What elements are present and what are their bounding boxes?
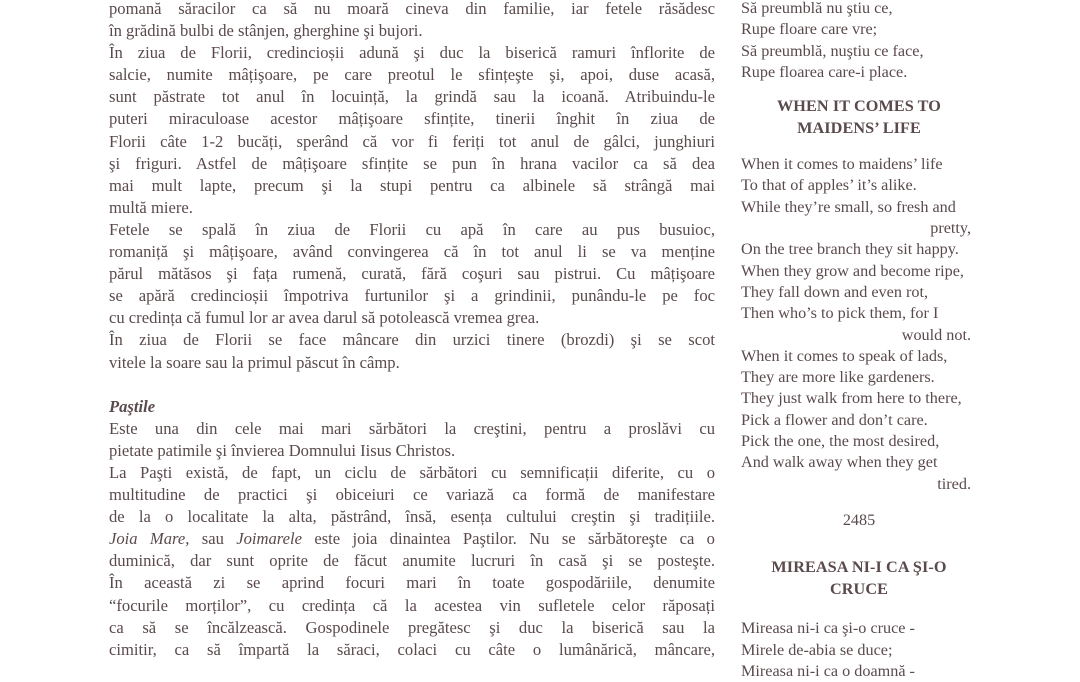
text-line: Florii câte 1-2 bucăți, sperând că vor fi feriți tot anul de gâlci, junghiuri xyxy=(109,131,715,151)
text-line: romaniță şi mâțişoare, având convingerea că în tot anul li se va menține xyxy=(109,242,715,262)
verse-line: Then who’s to pick them, for I xyxy=(741,304,939,323)
verse-line: To that of apples’ it’s alike. xyxy=(741,176,917,195)
poem-stanza-2 xyxy=(741,346,989,495)
poem-stanza-1 xyxy=(741,154,989,346)
verse-line: Mireasa ni-i ca şi-o cruce - xyxy=(741,619,915,638)
text-line: În această zi se aprind focuri mari în toate gospodăriile, denumite xyxy=(109,573,715,593)
text-line: puteri miraculoase acestor mâțişoare sfințite, tinerii înghit în ziua de xyxy=(109,109,715,129)
text-line: Fetele se spală în ziua de Florii cu apă în care au pus busuioc, xyxy=(109,219,715,239)
title-line: MAIDENS’ LIFE xyxy=(797,118,921,137)
text-line: cimitir, ca să împartă la săraci, colaci cu câte o lumânărică, mâncare, xyxy=(109,639,715,659)
text-run: este joia dinaintea Paştilor. Nu se sărbătoreşte ca o xyxy=(301,529,715,549)
verse-line: They are more like gardeners. xyxy=(741,368,935,387)
text-line: pietate patimile şi învierea Domnului Iisus Christos. xyxy=(109,440,456,460)
text-line: pomană săracilor ca să nu moară cineva din familie, iar fetele răsădesc xyxy=(109,0,715,18)
text-line: duminică, dar sunt oprite de făcut anumite lucruri în casă şi se posteşte. xyxy=(109,551,715,571)
verse-line-continuation: pretty, xyxy=(930,219,971,238)
verse-line: When it comes to maidens’ life xyxy=(741,155,943,174)
verse-line: When it comes to speak of lads, xyxy=(741,346,948,365)
text-line: ca să se încălzească. Gospodinele pregătesc şi duc la biserică sau la xyxy=(109,617,715,637)
text-line: Este una din cele mai mari sărbători la creştini, pentru a proslăvi cu xyxy=(109,418,715,438)
paragraph-pastile-intro xyxy=(109,418,715,462)
text-line: se apără credincioșii împotriva furtunilor şi a grindinii, punându-le pe foc xyxy=(109,286,715,306)
title-line: WHEN IT COMES TO xyxy=(777,97,941,116)
italic-term: Joimarele xyxy=(236,529,302,549)
text-line: multitudine de practici şi obiceiuri ce variază ca formă de manifestare xyxy=(109,485,715,505)
poem-title-maidens-life xyxy=(741,96,989,139)
poem-number: 2485 xyxy=(842,510,876,529)
paragraph-pasti-ciclu xyxy=(109,462,715,528)
verse-line: And walk away when they get xyxy=(741,453,938,472)
italic-term: Joia Mare, xyxy=(109,529,190,549)
verse-line: They fall down and even rot, xyxy=(741,282,928,301)
verse-line: On the tree branch they sit happy. xyxy=(741,240,959,259)
verse-line: When they grow and become ripe, xyxy=(741,261,964,280)
text-line: de la o localitate la alta, păstrând, însă, esența cultului creştin şi tradițiile. xyxy=(109,507,715,527)
verse-line-continuation: tired. xyxy=(937,474,971,493)
text-line: vitele la soare sau la primul păscut în câmp. xyxy=(109,352,400,372)
title-line: CRUCE xyxy=(829,579,889,598)
text-line: La Paşti există, de fapt, un ciclu de sărbători cu semnificații diferite, cu o xyxy=(109,462,715,482)
paragraph-1 xyxy=(109,0,715,42)
verse-line: Pick a flower and don’t care. xyxy=(741,410,928,429)
paragraph-florii-ramuri xyxy=(109,42,715,219)
section-heading-pastile: Paştile xyxy=(109,396,156,416)
poem-2-verses xyxy=(741,618,989,682)
text-line xyxy=(109,528,715,550)
blank-line xyxy=(109,374,715,396)
verse-line: Să preumblă, nuştiu ce face, xyxy=(741,41,924,60)
verse-line: Rupe floarea care-i place. xyxy=(741,62,908,81)
verse-top xyxy=(741,0,989,83)
text-line: părul mătăsos şi fața rumenă, curată, fără coşuri sau pistrui. Cu mâțişoare xyxy=(109,264,715,284)
text-line: salcie, numite mâțişoare, pe care preotul le sfințeşte şi, apoi, duse acasă, xyxy=(109,65,715,85)
text-line: “focurile morților”, cu credința că la acestea vin sufletele celor răposați xyxy=(109,595,715,615)
paragraph-joia-mare xyxy=(109,528,715,661)
text-line: mai mult lapte, precum şi la stupi pentru ca albinele să strângă mai xyxy=(109,175,715,195)
paragraph-fetele xyxy=(109,219,715,329)
right-poem-column xyxy=(741,0,989,682)
text-line: şi friguri. Astfel de mâțişoare sfințite se pun în hrana vacilor ca să dea xyxy=(109,153,715,173)
paragraph-urzici xyxy=(109,329,715,373)
text-line: în grădină bulbi de stânjen, gherghine şi bujori. xyxy=(109,21,423,41)
verse-line: They just walk from here to there, xyxy=(741,389,962,408)
verse-line: Să preumblă nu ştiu ce, xyxy=(741,0,893,17)
text-line: sunt păstrate tot anul în locuință, la grindă sau la icoană. Atribuindu-le xyxy=(109,87,715,107)
title-line: MIREASA NI-I CA ŞI-O xyxy=(771,558,947,577)
verse-line: While they’re small, so fresh and xyxy=(741,197,956,216)
verse-line: Pick the one, the most desired, xyxy=(741,432,940,451)
text-line: multă miere. xyxy=(109,197,193,217)
verse-line: Mirele de-abia se duce; xyxy=(741,640,893,659)
text-line: În ziua de Florii se face mâncare din urzici tinere (brozdi) şi se scot xyxy=(109,330,715,350)
text-line: cu credința că fumul lor ar avea darul să potolească vremea grea. xyxy=(109,308,540,328)
left-text-column xyxy=(109,0,715,661)
poem-title-mireasa xyxy=(741,557,989,600)
verse-line-continuation: would not. xyxy=(901,325,971,344)
verse-line: Mireasa ni-i ca o doamnă - xyxy=(741,661,915,680)
text-run: sau xyxy=(189,529,237,549)
verse-line: Rupe floare care vre; xyxy=(741,20,878,39)
text-line: În ziua de Florii, credincioșii adună şi duc la biserică ramuri înflorite de xyxy=(109,43,715,63)
